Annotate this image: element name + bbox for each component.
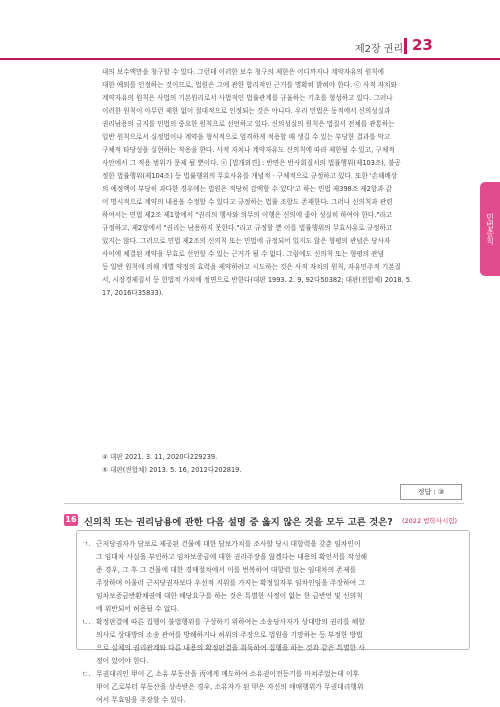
choice-line: 무권대리인 甲이 乙 소유 부동산을 丙에게 매도하여 소유권이전등기를 마쳐주었는데 이후 [96,670,360,678]
page-number: 23 [412,36,433,54]
choice-line: 주장하며 아울러 근저당권자보다 우선적 지위를 가지는 확정일자부 임차인임을 주장하여 그 [96,579,365,587]
body-line: 17, 2016다35833). [102,289,164,297]
body-line: 사이에 체결된 계약을 무효로 선언할 수 있는 근거가 될 수 없다. 그럼에도 신의칙 또는 형평의 관념 [102,250,384,258]
body-line: 사안에서 그 적용 범위가 문제 될 뿐이다. ⓔ [법개외견] : 반면은 반사회질서의 법률행위(제103조), 불공 [102,159,401,167]
body-line: 내의 보수액만을 청구할 수 있다. 그런데 이러한 보수 청구의 제한은 어디까지나 계약자유의 원칙에 [102,68,385,76]
choice-line: 甲이 乙로부터 부동산을 상속받은 경우, 소유자가 된 甲은 자신의 매매행위가 무권대리행위 [96,683,364,691]
body-line: 서, 시장경제질서 등 헌법적 가치에 정면으로 반한다(대판 1993. 2. 9, 92다50382; 대판(전합체) 2018. 5. [102,276,412,284]
choice-line: 정이 있어야 한다. [96,657,149,665]
body-line: 규정하고, 제2항에서 "권리는 남용하지 못한다."라고 규정할 뿐 이를 법률행위의 무효사유로 규정하고 [102,224,393,232]
choice-line: 에 위반되어 허용될 수 없다. [96,605,180,613]
body-line: 일반 원칙으로서 실정법이나 계약을 형식적으로 엄격하게 적용할 때 생길 수 있는 부당한 결과를 막고 [102,133,391,141]
body-line: 계약자유의 원칙은 사법의 기본원리로서 사법적인 법률관계를 규율하는 기초를 형성하고 있다. 그러나 [102,94,393,102]
body-line: 권리남용의 금지를 민법의 중요한 원칙으로 선언하고 있다. 신의성실의 원칙은 법질서 전체를 관통하는 [102,120,395,128]
body-line: 정한 법률행위(제104조) 등 법률행위의 무효사유를 개념적 · 구체적으로 규정하고 있다. 또한 '손해배상 [102,172,398,180]
choice-line: 으로 실체의 권리관계와 다른 내용의 확정판결을 취득하여 집행을 하는 것과 같은 특별한 사 [96,644,365,652]
choice-label: ㄷ. [82,670,91,678]
question-number-badge: 16 [65,515,77,524]
choice-line: 여서 무효임을 주장할 수 있다. [96,696,186,704]
body-line: 하여서는 민법 제2조 제1항에서 "권리의 행사와 의무의 이행은 신의에 좇아 성실히 하여야 한다."라고 [102,211,393,219]
footnotes [102,451,462,477]
section-divider [64,503,464,504]
choices-list [82,538,462,707]
choice-item [82,616,462,668]
body-line: 이러한 원칙이 아무런 제한 없이 절대적으로 인정되는 것은 아니다. 우리 민법은 동적에서 신의성실과 [102,107,391,115]
body-line: 이 명시적으로 계약의 내용을 수정할 수 있다고 규정하는 법률 조항도 존재한다. 그러나 신의칙과 관련 [102,198,393,206]
body-line: 대한 예외를 인정하는 것이므로, 법원은 그에 관한 합리적인 근거를 명확히 밝혀야 한다. ⓒ 사적 자치와 [102,81,397,89]
choice-line: 준 경우, 그 후 그 건물에 대한 경매절차에서 이를 번복하여 대항력 있는 임대차의 존재를 [96,566,357,574]
choice-text [96,668,462,707]
question-source: (2022 법학사시험) [402,517,458,525]
header-accent-bar [404,38,407,54]
body-line: 등 일반 원칙에 의해 개별 약정의 효력을 제약하려고 시도하는 것은 사적 자치의 원칙, 자유민주적 기본질 [102,263,401,271]
choice-label: ㄴ. [82,618,91,626]
side-tab-label: 민법총칙 [485,213,495,245]
choice-line: 근저당권자가 담보로 제공된 건물에 대한 담보가치를 조사할 당시 대항력을 갖춘 임차인이 [96,540,361,548]
choice-item [82,538,462,616]
section-side-tab[interactable] [480,182,500,276]
choice-line: 의사로 상대방의 소송 관여를 방해하거나 허위의 주장으로 법원을 기망하는 등 부정한 방법 [96,631,363,639]
header-divider [0,58,500,60]
choice-text [96,616,462,668]
footnote: ⑤ 대판(전합체) 2013. 5. 16, 2012다202819. [102,466,242,474]
choice-line: 확정판결에 따른 집행이 불법행위를 구성하기 위하여는 소송당사자가 상대방의 권리를 해할 [96,618,365,626]
footnote: ④ 대판 2021. 3. 11, 2020다229239. [102,453,218,461]
question-text: 신의칙 또는 권리남용에 관한 다음 설명 중 옳지 않은 것을 모두 고른 것은? [84,517,393,528]
choice-line: 임차보증금반환채권에 대한 배당요구를 하는 것은 특별한 사정이 없는 한 금반언 및 신의칙 [96,592,363,600]
body-line: 있지는 않다. 그러므로 민법 제2조의 신의칙 또는 민법에 규정되어 있지도 않은 형평의 관념은 당사자 [102,237,391,245]
explanation-text [102,66,462,300]
answer-box: 정답 : ③ [400,484,462,500]
body-line: 의 예정액이 부당히 과다한 경우에는 법원은 적당히 감액할 수 있다'고 하는 민법 제398조 제2항과 같 [102,185,392,193]
body-line: 구체적 타당성을 실현하는 작용을 한다. 사적 자치나 계약자유도 신의칙에 따라 제한될 수 있고, 구체적 [102,146,395,154]
choice-item [82,668,462,707]
choice-line: 그 임대차 사실을 부인하고 임차보증금에 대한 권리주장을 않겠다는 내용의 확인서를 작성해 [96,553,368,561]
chapter-title: 제2장 권리 [355,44,404,55]
choice-text [96,538,462,616]
choice-label: ㄱ. [82,540,91,548]
